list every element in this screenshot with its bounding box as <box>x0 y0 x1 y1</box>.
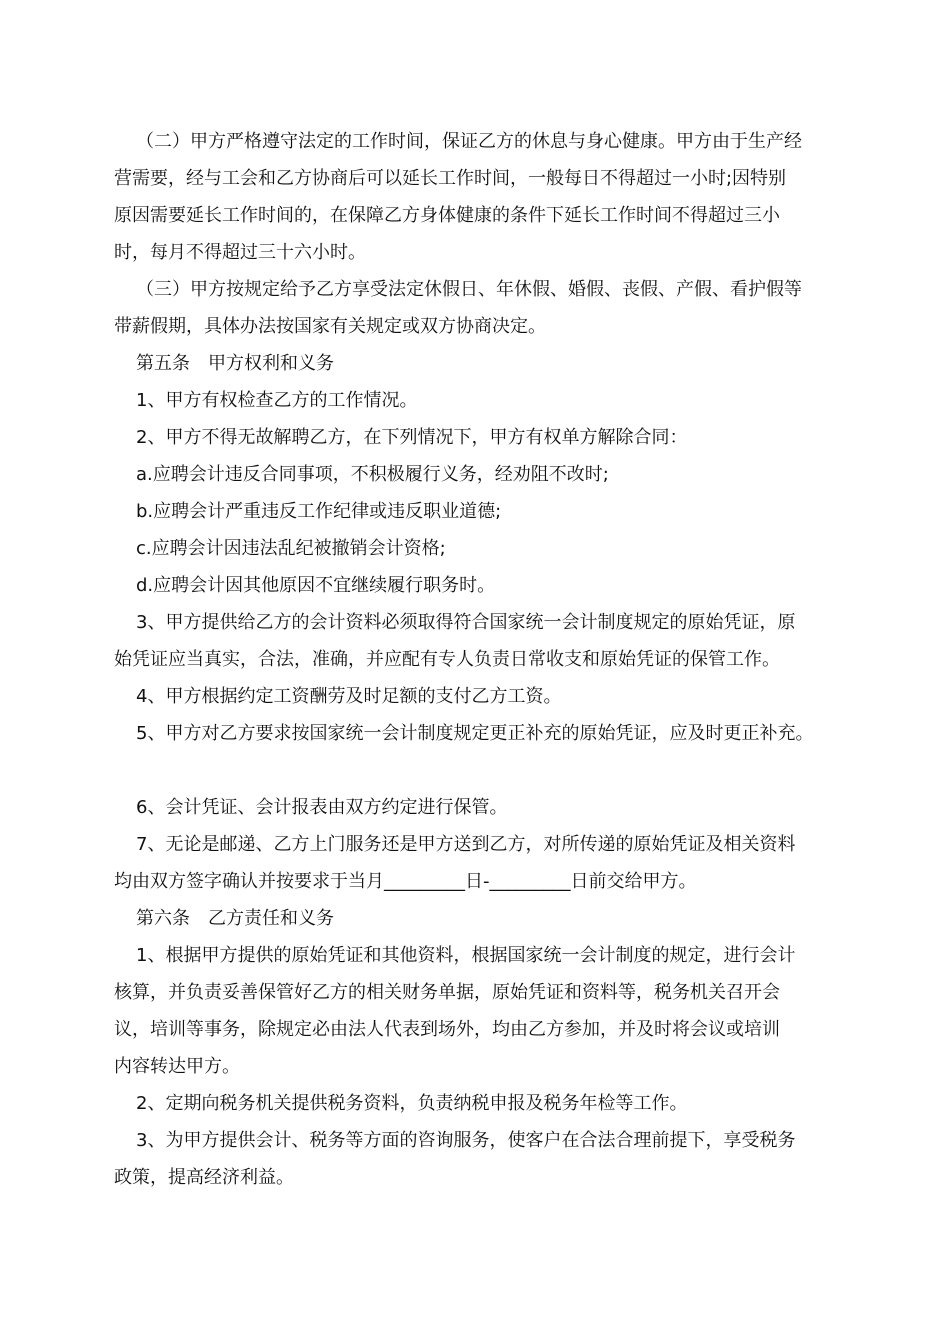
text-line: c.应聘会计因违法乱纪被撤销会计资格; <box>136 538 446 559</box>
text-line: d.应聘会计因其他原因不宜继续履行职务时。 <box>136 575 496 596</box>
text-line: 核算，并负责妥善保管好乙方的相关财务单据，原始凭证和资料等，税务机关召开会 <box>114 982 780 1003</box>
section-heading: 第五条 甲方权利和义务 <box>136 353 334 374</box>
text-line: 5、甲方对乙方要求按国家统一会计制度规定更正补充的原始凭证，应及时更正补充。 <box>136 723 814 744</box>
text-line: 带薪假期，具体办法按国家有关规定或双方协商决定。 <box>114 316 546 337</box>
text-line: 始凭证应当真实，合法，准确，并应配有专人负责日常收支和原始凭证的保管工作。 <box>114 649 780 670</box>
text-line: 4、甲方根据约定工资酬劳及时足额的支付乙方工资。 <box>136 686 562 707</box>
text-line: 时，每月不得超过三十六小时。 <box>114 242 366 263</box>
text-line: 7、无论是邮递、乙方上门服务还是甲方送到乙方，对所传递的原始凭证及相关资料 <box>136 834 796 855</box>
text-line: a.应聘会计违反合同事项，不积极履行义务，经劝阻不改时; <box>136 464 609 485</box>
text-line: 均由双方签字确认并按要求于当月_________日-_________日前交给甲方。 <box>114 871 697 892</box>
text-line: 1、甲方有权检查乙方的工作情况。 <box>136 390 418 411</box>
text-line: 2、甲方不得无故解聘乙方，在下列情况下，甲方有权单方解除合同： <box>136 427 688 448</box>
text-line: 3、为甲方提供会计、税务等方面的咨询服务，使客户在合法合理前提下，享受税务 <box>136 1130 796 1151</box>
text-line: 3、甲方提供给乙方的会计资料必须取得符合国家统一会计制度规定的原始凭证，原 <box>136 612 796 633</box>
text-line: 1、根据甲方提供的原始凭证和其他资料，根据国家统一会计制度的规定，进行会计 <box>136 945 796 966</box>
text-line: 政策，提高经济利益。 <box>114 1167 294 1188</box>
section-heading: 第六条 乙方责任和义务 <box>136 908 334 929</box>
text-line: 内容转达甲方。 <box>114 1056 240 1077</box>
text-line: 原因需要延长工作时间的，在保障乙方身体健康的条件下延长工作时间不得超过三小 <box>114 205 780 226</box>
text-line: 议，培训等事务，除规定必由法人代表到场外，均由乙方参加，并及时将会议或培训 <box>114 1019 780 1040</box>
text-line: 营需要，经与工会和乙方协商后可以延长工作时间，一般每日不得超过一小时;因特别 <box>114 168 787 189</box>
text-line: （二）甲方严格遵守法定的工作时间，保证乙方的休息与身心健康。甲方由于生产经 <box>136 131 802 152</box>
text-line: b.应聘会计严重违反工作纪律或违反职业道德; <box>136 501 502 522</box>
text-line: 6、会计凭证、会计报表由双方约定进行保管。 <box>136 797 508 818</box>
text-line: （三）甲方按规定给予乙方享受法定休假日、年休假、婚假、丧假、产假、看护假等 <box>136 279 802 300</box>
text-line: 2、定期向税务机关提供税务资料，负责纳税申报及税务年检等工作。 <box>136 1093 688 1114</box>
